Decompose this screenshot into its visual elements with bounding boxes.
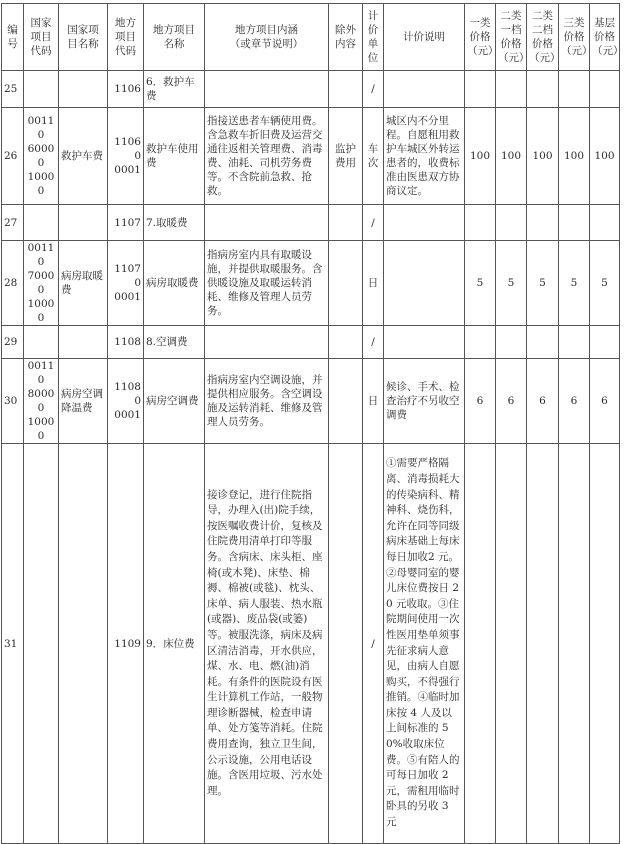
cell-price22: 5 <box>527 241 559 326</box>
cell-excluded <box>329 241 363 326</box>
cell-price-base <box>590 326 620 359</box>
cell-no: 25 <box>2 71 24 108</box>
cell-price21 <box>496 444 527 844</box>
cell-price1: 100 <box>465 108 496 205</box>
table-row <box>2 108 620 205</box>
cell-price1 <box>465 205 496 241</box>
cell-local-name: 病房取暖费 <box>144 241 205 326</box>
cell-local-name: 7.取暖费 <box>144 205 205 241</box>
cell-no: 30 <box>2 359 24 444</box>
cell-national-code <box>24 444 59 844</box>
header-price1: 一类 价格 （元） <box>465 4 496 71</box>
cell-national-name: 病房取暖费 <box>59 241 108 326</box>
cell-excluded: 监护 费用 <box>329 108 363 205</box>
cell-price21 <box>496 326 527 359</box>
table-row <box>2 205 620 241</box>
cell-local-desc <box>205 71 329 108</box>
cell-price21 <box>496 71 527 108</box>
cell-local-desc: 指病房室内具有取暖设施，并提供取暖服务。含供暖设施及取暖运转消耗、维修及管理人员劳务。 <box>205 241 329 326</box>
cell-price21: 5 <box>496 241 527 326</box>
cell-pricing-note: 候诊、手术、检查治疗不另收空调费 <box>384 359 465 444</box>
cell-price1: 5 <box>465 241 496 326</box>
header-no: 编 号 <box>2 4 24 71</box>
header-price22: 二类 二档 价格 （元） <box>527 4 559 71</box>
cell-excluded <box>329 205 363 241</box>
table-row <box>2 444 620 844</box>
cell-national-code: 00110 70000 10000 <box>24 241 59 326</box>
cell-price3 <box>559 71 590 108</box>
cell-local-desc: 指接送患者车辆使用费。含急救车折旧费及运营交通往返相关管理费、消毒费、油耗、司机劳务费等。不含院前急救、抢救。 <box>205 108 329 205</box>
cell-price1 <box>465 444 496 844</box>
cell-price3: 5 <box>559 241 590 326</box>
cell-pricing-note: ①需要严格隔离、消毒损耗大的传染病科、精神科、烧伤科，允许在同等同级病床基础上每床每日加收2 元。②母婴同室的婴儿床位费按日 20 元收取。③住院期间使用一次性医用垫单须事先征求病人意见，由病人自愿购买，不得强行推销。④临时加床按 4 人及以上间标准的 50%收取床位费。⑤有陪人的可每日加收 2 元，需租用临时卧具的另收 3 元 <box>384 444 465 844</box>
cell-local-code: 1108 <box>108 326 144 359</box>
cell-excluded <box>329 71 363 108</box>
cell-price22 <box>527 205 559 241</box>
cell-unit: / <box>363 444 384 844</box>
cell-pricing-note <box>384 241 465 326</box>
cell-excluded <box>329 359 363 444</box>
cell-national-name <box>59 71 108 108</box>
cell-no: 26 <box>2 108 24 205</box>
cell-price22 <box>527 71 559 108</box>
cell-price1 <box>465 71 496 108</box>
cell-price-base <box>590 205 620 241</box>
cell-unit: 日 <box>363 241 384 326</box>
cell-price21: 100 <box>496 108 527 205</box>
cell-national-code <box>24 71 59 108</box>
cell-price3 <box>559 444 590 844</box>
cell-price3 <box>559 326 590 359</box>
cell-price3: 6 <box>559 359 590 444</box>
cell-local-name: 病房空调费 <box>144 359 205 444</box>
cell-national-name <box>59 326 108 359</box>
cell-pricing-note: 城区内不分里程。自愿租用救护车城区外转运患者的，收费标准由医患双方协商议定。 <box>384 108 465 205</box>
cell-local-name: 8.空调费 <box>144 326 205 359</box>
cell-price-base: 6 <box>590 359 620 444</box>
cell-national-code <box>24 326 59 359</box>
cell-no: 29 <box>2 326 24 359</box>
header-national-name: 国家项 目名称 <box>59 4 108 71</box>
cell-national-code: 00110 60000 10000 <box>24 108 59 205</box>
cell-price21: 6 <box>496 359 527 444</box>
cell-unit: / <box>363 326 384 359</box>
cell-local-desc: 指病房室内空调设施，并提供相应服务。含空调设施及运转消耗、维修及管理人员劳务。 <box>205 359 329 444</box>
cell-national-name: 病房空调降温费 <box>59 359 108 444</box>
cell-excluded <box>329 444 363 844</box>
header-local-code: 地方 项目 代码 <box>108 4 144 71</box>
cell-price-base: 100 <box>590 108 620 205</box>
header-national-code: 国家 项目 代码 <box>24 4 59 71</box>
cell-local-name: 9．床位费 <box>144 444 205 844</box>
cell-local-code: 11070 0001 <box>108 241 144 326</box>
cell-excluded <box>329 326 363 359</box>
table-row <box>2 71 620 108</box>
price-table <box>1 3 624 844</box>
cell-no: 31 <box>2 444 24 844</box>
cell-national-name <box>59 205 108 241</box>
cell-unit: / <box>363 71 384 108</box>
cell-no: 28 <box>2 241 24 326</box>
cell-price3: 100 <box>559 108 590 205</box>
cell-national-name: 救护车费 <box>59 108 108 205</box>
cell-pricing-note <box>384 71 465 108</box>
cell-local-name: 救护车使用费 <box>144 108 205 205</box>
cell-local-code: 1109 <box>108 444 144 844</box>
cell-local-code: 11080 0001 <box>108 359 144 444</box>
cell-national-code <box>24 205 59 241</box>
cell-local-code: 11060 0001 <box>108 108 144 205</box>
cell-price22 <box>527 444 559 844</box>
cell-national-name <box>59 444 108 844</box>
cell-price22: 100 <box>527 108 559 205</box>
cell-local-code: 1106 <box>108 71 144 108</box>
header-pricing-note: 计价说明 <box>384 4 465 71</box>
cell-price-base <box>590 71 620 108</box>
header-unit: 计 价 单 位 <box>363 4 384 71</box>
cell-price22 <box>527 326 559 359</box>
cell-local-desc <box>205 326 329 359</box>
cell-local-name: 6．救护车费 <box>144 71 205 108</box>
header-excluded: 除外 内容 <box>329 4 363 71</box>
cell-price-base: 5 <box>590 241 620 326</box>
header-price21: 二类 一档 价格 （元） <box>496 4 527 71</box>
cell-unit: / <box>363 205 384 241</box>
header-price3: 三类 价格 （元） <box>559 4 590 71</box>
cell-local-code: 1107 <box>108 205 144 241</box>
cell-unit: 日 <box>363 359 384 444</box>
cell-pricing-note <box>384 326 465 359</box>
cell-price22: 6 <box>527 359 559 444</box>
cell-price-base <box>590 444 620 844</box>
cell-local-desc: 接诊登记，进行住院指导，办理入(出)院手续，按医嘱收费计价，复核及住院费用清单打印等服务。含病床、床头柜、座椅(或木凳)、床垫、棉褥、棉被(或毯)、枕头、床单、病人服装、热水瓶(或器)、废品袋(或篓)等。被服洗涤，病床及病区清洁消毒，开水供应，煤、水、电、燃(油)消耗。有条件的医院设有医生计算机工作站，一般物理诊断器械，检查申请单、处方笺等消耗。住院费用查询，独立卫生间，公示设施，公用电话设施。含医用垃圾、污水处理。 <box>205 444 329 844</box>
cell-price21 <box>496 205 527 241</box>
cell-local-desc <box>205 205 329 241</box>
header-row <box>2 4 620 71</box>
cell-unit: 车 次 <box>363 108 384 205</box>
cell-pricing-note <box>384 205 465 241</box>
table-row <box>2 326 620 359</box>
cell-price1: 6 <box>465 359 496 444</box>
cell-national-code: 00110 80000 10000 <box>24 359 59 444</box>
header-local-name: 地方项目 名称 <box>144 4 205 71</box>
header-local-desc: 地方项目内涵 （或章节说明） <box>205 4 329 71</box>
table-row <box>2 359 620 444</box>
cell-no: 27 <box>2 205 24 241</box>
header-price-base: 基层 价格 （元） <box>590 4 620 71</box>
table-row <box>2 241 620 326</box>
cell-price3 <box>559 205 590 241</box>
cell-price1 <box>465 326 496 359</box>
